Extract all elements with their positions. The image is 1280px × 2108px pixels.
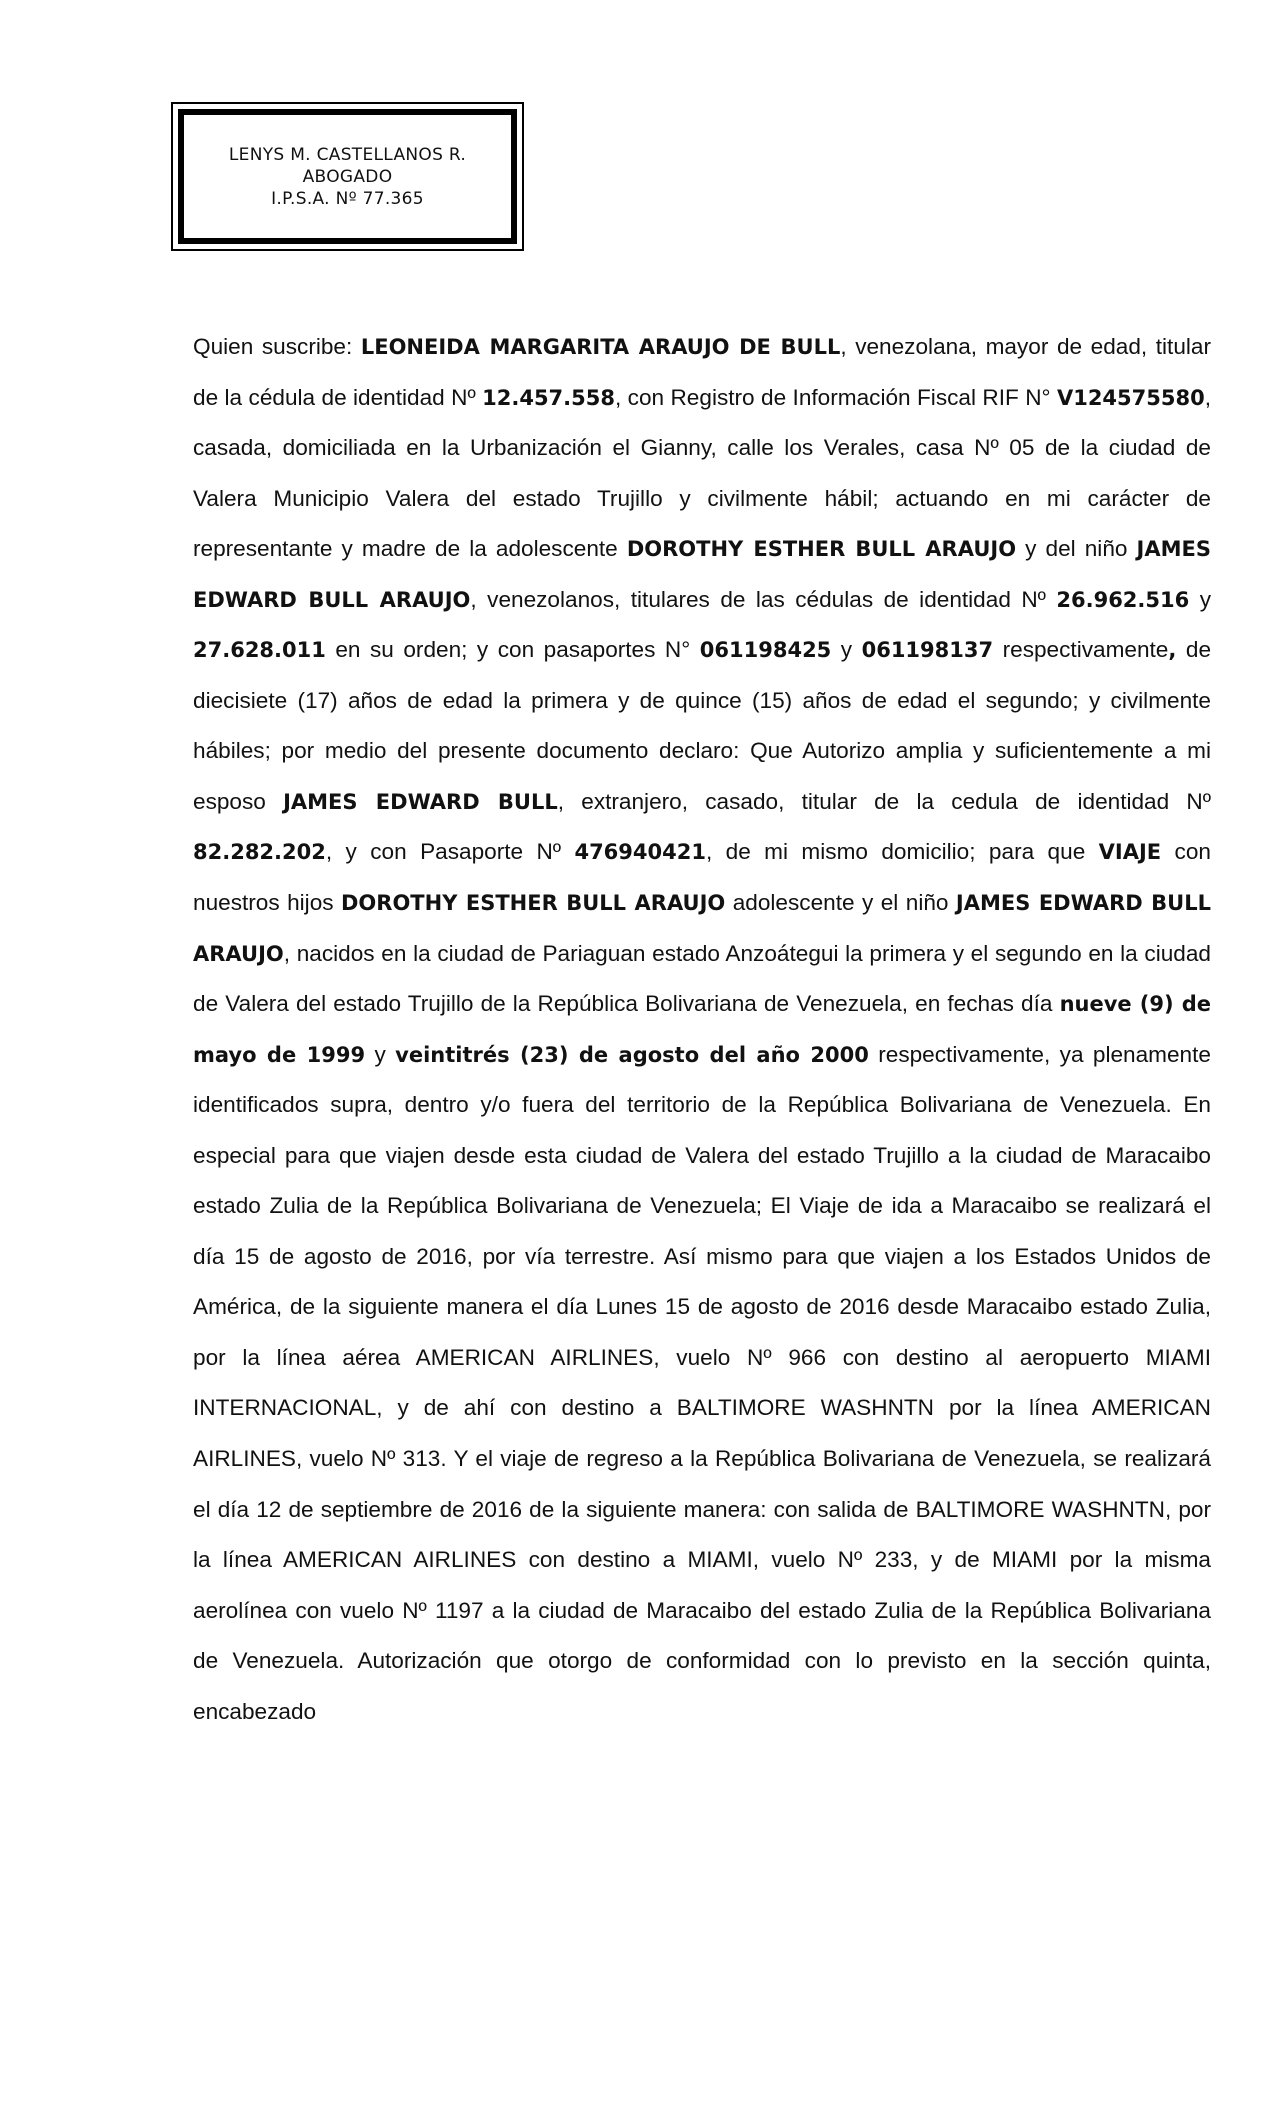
text-run: de diecisiete (17) años de edad la primera y de quince (15) años de edad el segundo; y civilmente hábiles; por medio del presente documento declaro: Que Autorizo amplia y suficientemente a mi esposo <box>193 637 1212 814</box>
bold-text-run: 82.282.202 <box>193 840 326 865</box>
lawyer-header-inner <box>178 109 517 244</box>
text-run: , nacidos en la ciudad de Pariaguan estado Anzoátegui la primera y el segundo en la ciudad de Valera del estado Trujillo de la República Bolivariana de Venezuela, en fechas día <box>193 940 1211 1017</box>
text-run: en su orden; y con pasaportes N° <box>325 637 700 663</box>
text-run: , extranjero, casado, titular de la cedula de identidad Nº <box>557 788 1211 814</box>
text-run: , casada, domiciliada en la Urbanización el Gianny, calle los Verales, casa Nº 05 de la ciudad de Valera Municipio Valera del estado Trujillo y civilmente hábil; actuando en mi carácter de representante y madre de la adolescente <box>193 384 1211 562</box>
text-run: , venezolanos, titulares de las cédulas de identidad Nº <box>470 586 1057 612</box>
bold-text-run: V124575580 <box>1056 385 1205 410</box>
lawyer-header-box <box>171 102 524 251</box>
lawyer-title: ABOGADO <box>302 166 393 187</box>
bold-text-run: DOROTHY ESTHER BULL ARAUJO <box>626 537 1017 562</box>
bold-text-run: VIAJE <box>1098 840 1162 865</box>
authorization-paragraph <box>193 322 1211 1737</box>
lawyer-registration: I.P.S.A. Nº 77.365 <box>271 188 424 209</box>
bold-text-run: nueve (9) de mayo de 1999 <box>193 992 1211 1067</box>
text-run: , venezolana, mayor de edad, titular de la cédula de identidad Nº <box>193 334 1211 410</box>
bold-text-run: veintitrés (23) de agosto del año 2000 <box>395 1042 869 1067</box>
bold-text-run: , <box>1168 638 1177 663</box>
bold-text-run: 12.457.558 <box>482 385 615 410</box>
text-run: , de mi mismo domicilio; para que <box>705 839 1099 865</box>
bold-text-run: JAMES EDWARD BULL ARAUJO <box>193 537 1211 612</box>
bold-text-run: LEONEIDA MARGARITA ARAUJO DE BULL <box>360 335 841 359</box>
text-run: respectivamente <box>993 637 1169 663</box>
bold-text-run: DOROTHY ESTHER BULL ARAUJO <box>341 891 726 916</box>
bold-text-run: 061198137 <box>861 638 994 663</box>
bold-text-run: JAMES EDWARD BULL <box>283 789 558 814</box>
text-run: y <box>1189 586 1211 612</box>
text-run: Quien suscribe: <box>193 334 361 359</box>
bold-text-run: 27.628.011 <box>193 638 326 663</box>
bold-text-run: 061198425 <box>699 638 832 663</box>
text-run: y <box>831 637 862 663</box>
text-run: , y con Pasaporte Nº <box>325 839 575 865</box>
text-run: y <box>365 1041 396 1067</box>
text-run: respectivamente, ya plenamente identificados supra, dentro y/o fuera del territorio de la República Bolivariana de Venezuela. En especial para que viajen desde esta ciudad de Valera del estado Trujillo a la ciudad de Maracaibo estado Zulia de la República Bolivariana de Venezuela; El Viaje de ida a Maracaibo se realizará el día 15 de agosto de 2016, por vía terrestre. Así mismo para que viajen a los Estados Unidos de América, de la siguiente manera el día Lunes 15 de agosto de 2016 desde Maracaibo estado Zulia, por la línea aérea AMERICAN AIRLINES, vuelo Nº 966 con destino al aeropuerto MIAMI INTERNACIONAL, y de ahí con destino a BALTIMORE WASHNTN por la línea AMERICAN AIRLINES, vuelo Nº 313. Y el viaje de regreso a la República Bolivariana de Venezuela, se realizará el día 12 de septiembre de 2016 de la siguiente manera: con salida de BALTIMORE WASHNTN, por la línea AMERICAN AIRLINES con destino a MIAMI, vuelo Nº 233, y de MIAMI por la misma aerolínea con vuelo Nº 1197 a la ciudad de Maracaibo del estado Zulia de la República Bolivariana de Venezuela. Autorización que otorgo de conformidad con lo previsto en la sección quinta, encabezado <box>193 1041 1211 1724</box>
bold-text-run: JAMES EDWARD BULL ARAUJO <box>193 891 1211 966</box>
text-run: adolescente y el niño <box>725 890 956 916</box>
lawyer-name: LENYS M. CASTELLANOS R. <box>228 144 467 165</box>
text-run: con nuestros hijos <box>193 839 1211 916</box>
text-run: , con Registro de Información Fiscal RIF N° <box>614 384 1057 410</box>
bold-text-run: 476940421 <box>574 840 706 865</box>
bold-text-run: 26.962.516 <box>1056 587 1190 612</box>
text-run: y del niño <box>1016 536 1137 562</box>
